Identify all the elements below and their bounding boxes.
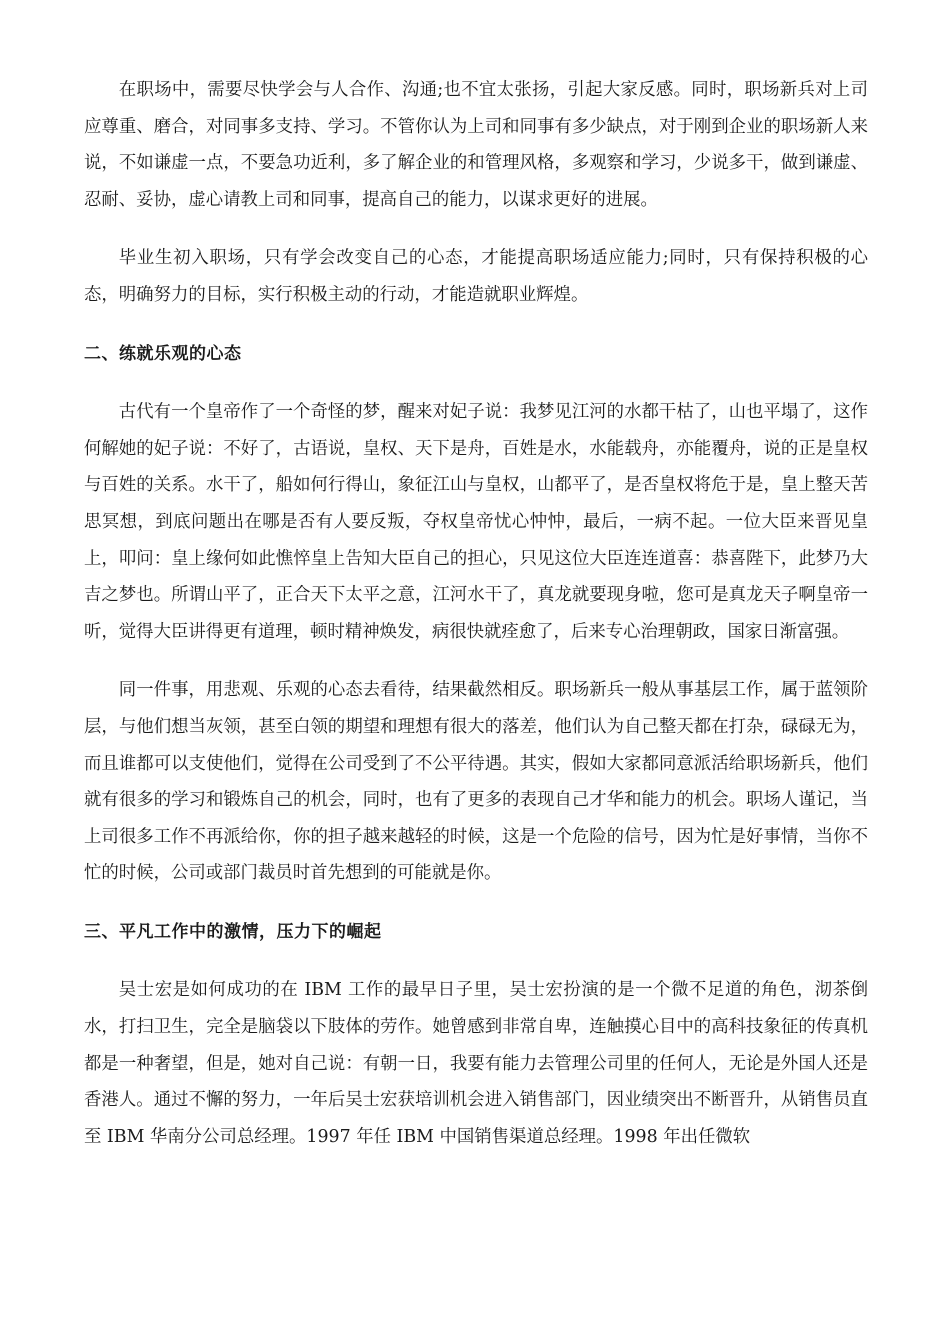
- paragraph-emperor-dream: 古代有一个皇帝作了一个奇怪的梦，醒来对妃子说：我梦见江河的水都干枯了，山也平塌了，这作何解她的妃子说：不好了，古语说，皇权、天下是舟，百姓是水，水能载舟，亦能覆舟，说的正是皇权与百姓的关系。水干了，船如何行得山，象征江山与皇权，山都平了，是否皇权将危于是，皇上整天苦思冥想，到底问题出在哪是否有人要反叛，夺权皇帝忧心忡忡，最后，一病不起。一位大臣来晋见皇上，叩问：皇上缘何如此憔悴皇上告知大臣自己的担心，只见这位大臣连连道喜：恭喜陛下，此梦乃大吉之梦也。所谓山平了，正合天下太平之意，江河水干了，真龙就要现身啦，您可是真龙天子啊皇帝一听，觉得大臣讲得更有道理，顿时精神焕发，病很快就痊愈了，后来专心治理朝政，国家日渐富强。: [84, 402, 868, 642]
- paragraph-wu-shihong: 吴士宏是如何成功的在 IBM 工作的最早日子里，吴士宏扮演的是一个微不足道的角色，沏茶倒水，打扫卫生，完全是脑袋以下肢体的劳作。她曾感到非常自卑，连触摸心目中的高科技象征的传真机都是一种奢望，但是，她对自己说：有朝一日，我要有能力去管理公司里的任何人，无论是外国人还是香港人。通过不懈的努力，一年后吴士宏获培训机会进入销售部门，因业绩突出不断晋升，从销售员直至 IBM 华南分公司总经理。1997 年任 IBM 中国销售渠道总经理。1998 年出任微软: [84, 980, 868, 1147]
- section-heading-optimism: 二、练就乐观的心态: [84, 343, 242, 364]
- paragraph-mindset: 毕业生初入职场，只有学会改变自己的心态，才能提高职场适应能力;同时，只有保持积极的心态，明确努力的目标，实行积极主动的行动，才能造就职业辉煌。: [84, 248, 868, 305]
- document-body: [84, 72, 868, 1155]
- paragraph-same-event: 同一件事，用悲观、乐观的心态去看待，结果截然相反。职场新兵一般从事基层工作，属于蓝领阶层，与他们想当灰领，甚至白领的期望和理想有很大的落差，他们认为自己整天都在打杂，碌碌无为，而且谁都可以支使他们，觉得在公司受到了不公平待遇。其实，假如大家都同意派活给职场新兵，他们就有很多的学习和锻炼自己的机会，同时，也有了更多的表现自己才华和能力的机会。职场人谨记，当上司很多工作不再派给你，你的担子越来越轻的时候，这是一个危险的信号，因为忙是好事情，当你不忙的时候，公司或部门裁员时首先想到的可能就是你。: [84, 680, 868, 884]
- section-heading-passion: 三、平凡工作中的激情，压力下的崛起: [84, 921, 382, 942]
- paragraph-teamwork: 在职场中，需要尽快学会与人合作、沟通;也不宜太张扬，引起大家反感。同时，职场新兵对上司应尊重、磨合，对同事多支持、学习。不管你认为上司和同事有多少缺点，对于刚到企业的职场新人来说，不如谦虚一点，不要急功近利，多了解企业的和管理风格，多观察和学习，少说多干，做到谦虚、忍耐、妥协，虚心请教上司和同事，提高自己的能力，以谋求更好的进展。: [84, 80, 868, 210]
